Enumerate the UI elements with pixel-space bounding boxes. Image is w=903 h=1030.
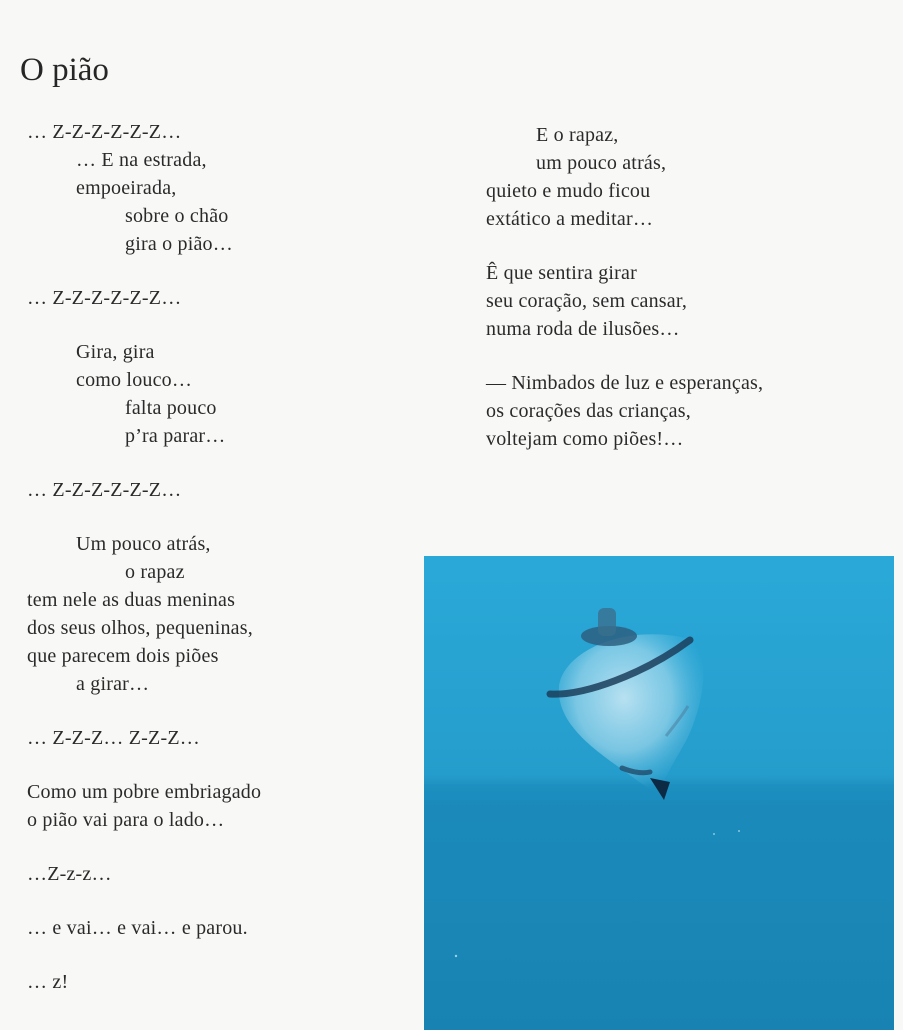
stanza-gap [27, 888, 407, 914]
stanza [27, 724, 407, 752]
stanza [27, 914, 407, 942]
poem-line: E o rapaz, [536, 124, 619, 146]
poem-line: extático a meditar… [486, 208, 654, 230]
poem-line: — Nimbados de luz e esperanças, [486, 372, 764, 394]
poem-line: sobre o chão [125, 205, 229, 227]
poem-line: o pião vai para o lado… [27, 809, 225, 831]
poem-line: Um pouco atrás, [76, 533, 211, 555]
stanza-gap [486, 233, 886, 259]
poem-line: … z! [27, 971, 69, 993]
stanza [27, 118, 407, 258]
poem-line: o rapaz [125, 561, 185, 583]
poem-line: a girar… [76, 673, 150, 695]
spinning-top-illustration [424, 556, 894, 1030]
stanza [486, 121, 886, 233]
poem-line: p’ra parar… [125, 425, 226, 447]
poem-line: gira o pião… [125, 233, 233, 255]
poem-line: Ê que sentira girar [486, 262, 637, 284]
poem-line: … Z-Z-Z-Z-Z-Z… [27, 121, 182, 143]
poem-line: empoeirada, [76, 177, 177, 199]
poem-line: como louco… [76, 369, 193, 391]
poem-line: falta pouco [125, 397, 217, 419]
poem-line: … e vai… e vai… e parou. [27, 917, 248, 939]
spinning-top-handle [598, 608, 616, 636]
spinning-top-drawing [424, 556, 894, 1030]
poem-line: numa roda de ilusões… [486, 318, 680, 340]
poem-line: …Z-z-z… [27, 863, 112, 885]
speck [455, 955, 457, 957]
stanza-gap [27, 942, 407, 968]
speck [713, 833, 715, 835]
stanza-gap [27, 450, 407, 476]
poem-line: seu coração, sem cansar, [486, 290, 688, 312]
stanza [27, 968, 407, 996]
speck [738, 830, 740, 832]
poem-line: um pouco atrás, [536, 152, 667, 174]
stanza [27, 284, 407, 312]
poem-line: … Z-Z-Z… Z-Z-Z… [27, 727, 200, 749]
poem-line: tem nele as duas meninas [27, 589, 236, 611]
stanza [486, 259, 886, 343]
stanza-gap [27, 258, 407, 284]
poem-line: … Z-Z-Z-Z-Z-Z… [27, 479, 182, 501]
stanza-gap [486, 343, 886, 369]
poem-title: O pião [20, 52, 109, 88]
stanza-gap [27, 698, 407, 724]
stanza [27, 476, 407, 504]
stanza-gap [27, 752, 407, 778]
poem-right-column [486, 121, 886, 453]
poem-line: os corações das crianças, [486, 400, 691, 422]
stanza-gap [27, 834, 407, 860]
poem-line: voltejam como piões!… [486, 428, 684, 450]
poem-line: Como um pobre embriagado [27, 781, 262, 803]
stanza [486, 369, 886, 453]
stanza [27, 338, 407, 450]
poem-line: dos seus olhos, pequeninas, [27, 617, 253, 639]
stanza [27, 778, 407, 834]
poem-line: Gira, gira [76, 341, 155, 363]
stanza [27, 530, 407, 698]
poem-left-column [27, 118, 407, 996]
poem-line: quieto e mudo ficou [486, 180, 651, 202]
stanza-gap [27, 312, 407, 338]
poem-line: … E na estrada, [76, 149, 207, 171]
stanza [27, 860, 407, 888]
poem-line: … Z-Z-Z-Z-Z-Z… [27, 287, 182, 309]
poem-line: que parecem dois piões [27, 645, 219, 667]
stanza-gap [27, 504, 407, 530]
